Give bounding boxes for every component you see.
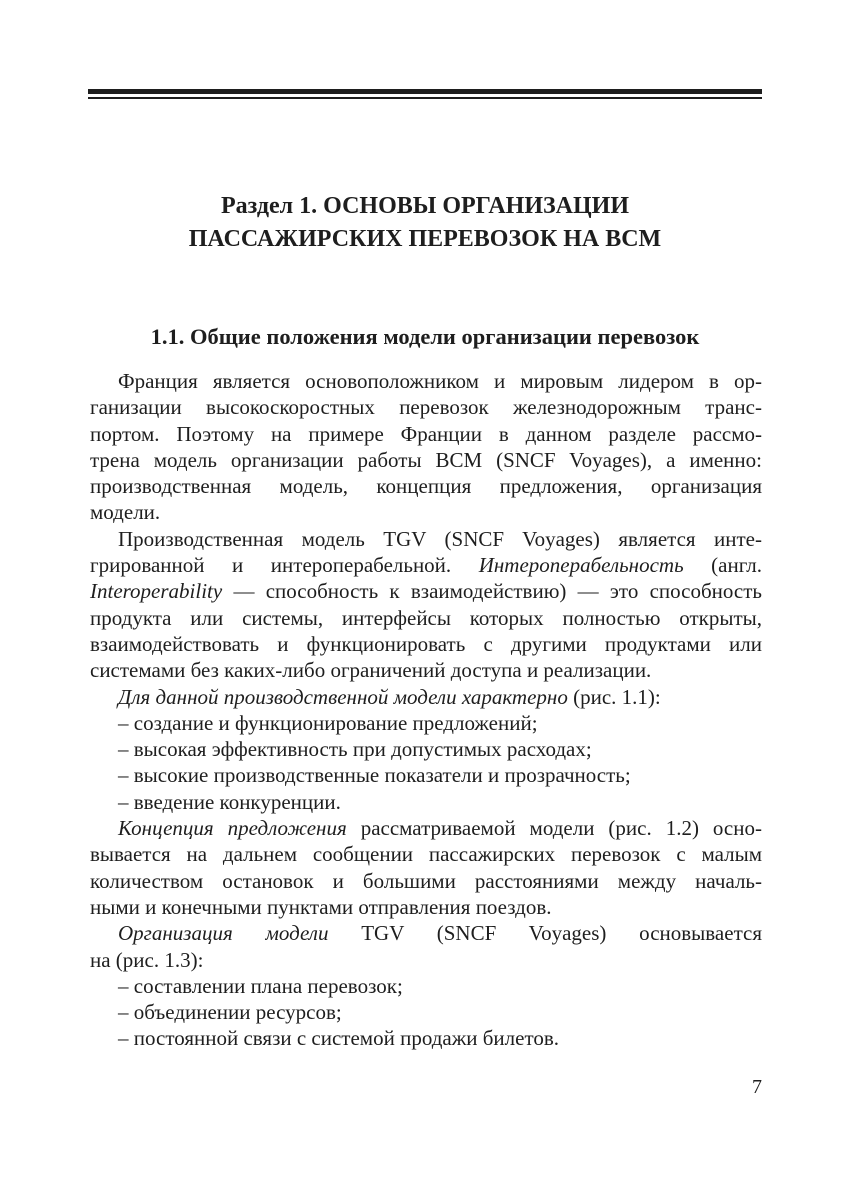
text-segment: – высокие производственные показатели и прозрачность; xyxy=(118,763,631,788)
text-line xyxy=(90,578,762,604)
section-title-line: ПАССАЖИРСКИХ ПЕРЕВОЗОК НА ВСМ xyxy=(188,226,662,252)
text-line xyxy=(90,947,762,973)
italic-term: Для данной производственной модели характерно xyxy=(118,684,568,709)
text-segment: портом. Поэтому на примере Франции в данном разделе рассмо- xyxy=(90,421,762,446)
text-segment: Производственная модель TGV (SNCF Voyages) является инте- xyxy=(118,526,762,551)
text-segment: системами без каких-либо ограничений доступа и реализации. xyxy=(90,658,652,683)
text-segment: – высокая эффективность при допустимых расходах; xyxy=(118,737,592,762)
text-segment: рассматриваемой модели (рис. 1.2) осно- xyxy=(346,816,762,841)
text-segment: – постоянной связи с системой продажи билетов. xyxy=(118,1026,560,1051)
text-line xyxy=(90,368,762,394)
text-line xyxy=(90,736,762,762)
text-line xyxy=(90,973,762,999)
text-segment: – создание и функционирование предложений; xyxy=(118,710,538,735)
italic-term: Интероперабельность xyxy=(478,553,684,578)
text-segment: производственная модель, концепция предложения, организация xyxy=(90,474,762,499)
section-title-line: Раздел 1. ОСНОВЫ ОРГАНИЗАЦИИ xyxy=(221,193,629,219)
text-line xyxy=(90,447,762,473)
text-segment: продукта или системы, интерфейсы которых полностью открыты, xyxy=(90,605,762,630)
text-segment: – составлении плана перевозок; xyxy=(118,973,403,998)
text-segment: на (рис. 1.3): xyxy=(90,947,204,972)
text-line xyxy=(90,552,762,578)
text-segment: – введение конкуренции. xyxy=(118,789,341,814)
text-line xyxy=(90,605,762,631)
header-rule-thick xyxy=(88,89,762,94)
page-number: 7 xyxy=(752,1076,762,1098)
text-segment: модели. xyxy=(90,500,161,525)
text-line xyxy=(90,526,762,552)
text-line xyxy=(90,684,762,710)
text-segment: (рис. 1.1): xyxy=(567,684,661,709)
text-line xyxy=(90,815,762,841)
text-line xyxy=(90,631,762,657)
text-line xyxy=(90,999,762,1025)
italic-term: Interoperability xyxy=(90,579,223,604)
text-line xyxy=(90,473,762,499)
text-segment: количеством остановок и большими расстояниями между началь- xyxy=(90,868,762,893)
text-segment: трена модель организации работы ВСМ (SNCF Voyages), а именно: xyxy=(90,447,762,472)
text-line xyxy=(90,789,762,815)
text-line xyxy=(90,920,762,946)
italic-term: Концепция предложения xyxy=(118,816,347,841)
text-segment: взаимодействовать и функционировать с другими продуктами или xyxy=(90,631,762,656)
text-segment: ганизации высокоскоростных перевозок железнодорожным транс- xyxy=(90,395,762,420)
body-text xyxy=(90,368,762,1052)
header-rule-thin xyxy=(88,97,762,99)
italic-term: Организация модели xyxy=(118,921,329,946)
text-line xyxy=(90,841,762,867)
text-line xyxy=(90,868,762,894)
text-segment: (англ. xyxy=(683,553,762,578)
text-line xyxy=(90,710,762,736)
text-line xyxy=(90,894,762,920)
text-line xyxy=(90,421,762,447)
text-segment: Франция является основоположником и мировым лидером в ор- xyxy=(118,369,762,393)
text-segment: TGV (SNCF Voyages) основывается xyxy=(328,921,762,946)
text-segment: вывается на дальнем сообщении пассажирских перевозок с малым xyxy=(90,842,762,867)
text-segment: — способность к взаимодействию) — это способность xyxy=(222,579,762,604)
text-line xyxy=(90,394,762,420)
text-line xyxy=(90,657,762,683)
text-segment: – объединении ресурсов; xyxy=(118,1000,342,1025)
text-segment: грированной и интероперабельной. xyxy=(90,553,479,578)
text-line xyxy=(90,499,762,525)
text-segment: ными и конечными пунктами отправления поездов. xyxy=(90,894,552,919)
text-line xyxy=(90,1025,762,1051)
text-line xyxy=(90,762,762,788)
subsection-title: 1.1. Общие положения модели организации перевозок xyxy=(150,324,700,349)
section-title xyxy=(88,190,762,256)
